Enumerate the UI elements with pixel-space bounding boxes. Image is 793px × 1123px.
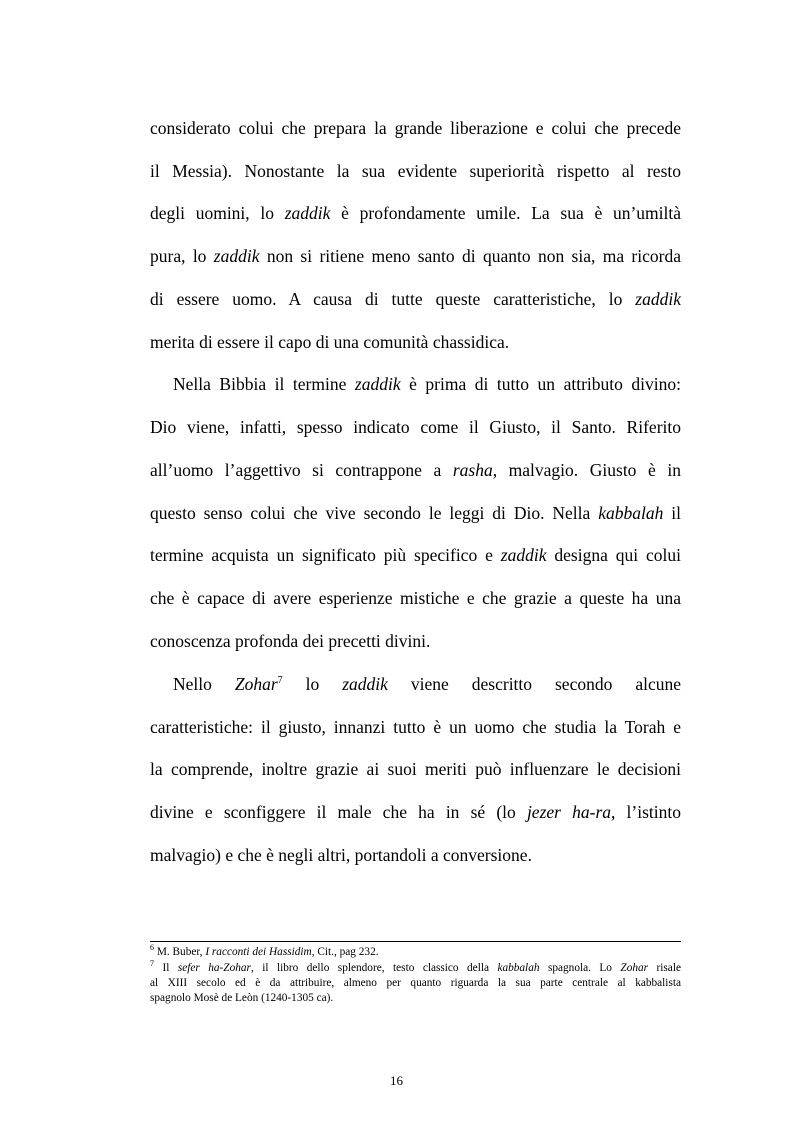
- body-line: che è capace di avere esperienze mistiche e che grazie a queste ha una: [150, 588, 681, 608]
- body-line: Nella Bibbia il termine zaddik è prima di tutto un attributo divino:: [173, 374, 682, 394]
- body-line: caratteristiche: il giusto, innanzi tutto è un uomo che studia la Torah e: [150, 717, 681, 737]
- footnote-7: $^7$ Il sefer ha-Zohar, il libro dello splendore, testo classico della kabbalah spagnola. Lo Zohar risale: [150, 959, 681, 974]
- body-line: degli uomini, lo zaddik è profondamente umile. La sua è un’umiltà: [150, 203, 681, 223]
- body-line: considerato colui che prepara la grande liberazione e colui che precede: [150, 118, 681, 138]
- footnote-ref: 7: [277, 675, 283, 687]
- footnote-separator: [150, 941, 681, 942]
- body-line: divine e sconfiggere il male che ha in sé (lo jezer ha-ra, l’istinto: [150, 802, 682, 822]
- page-number: 16: [390, 1073, 403, 1088]
- body-line: conoscenza profonda dei precetti divini.: [150, 631, 431, 651]
- body-line: il Messia). Nonostante la sua evidente superiorità rispetto al resto: [150, 161, 681, 181]
- body-line: merita di essere il capo di una comunità chassidica.: [150, 332, 510, 352]
- body-line: di essere uomo. A causa di tutte queste caratteristiche, lo zaddik: [150, 289, 681, 309]
- footnote-6: $^6$ M. Buber, I racconti dei Hassidim, Cit., pag 232.: [150, 943, 379, 958]
- footnote-7-line: spagnolo Mosè de Leòn (1240-1305 ca).: [150, 992, 334, 1004]
- body-line: all’uomo l’aggettivo si contrappone a rasha, malvagio. Giusto è in: [150, 460, 681, 480]
- body-line: Nello Zohar$^7$ lo zaddik viene descritto secondo alcune: [173, 674, 681, 694]
- footnote-7-line: al XIII secolo ed è da attribuire, almeno per quanto riguarda la sua parte centrale al kabbalista: [150, 977, 681, 989]
- body-line: termine acquista un significato più specifico e zaddik designa qui colui: [150, 545, 682, 565]
- body-line: questo senso colui che vive secondo le leggi di Dio. Nella kabbalah il: [150, 503, 681, 523]
- body-line: malvagio) e che è negli altri, portandoli a conversione.: [150, 845, 532, 865]
- body-line: la comprende, inoltre grazie ai suoi meriti può influenzare le decisioni: [150, 759, 681, 779]
- body-line: Dio viene, infatti, spesso indicato come il Giusto, il Santo. Riferito: [150, 417, 681, 437]
- body-line: pura, lo zaddik non si ritiene meno santo di quanto non sia, ma ricorda: [150, 246, 681, 266]
